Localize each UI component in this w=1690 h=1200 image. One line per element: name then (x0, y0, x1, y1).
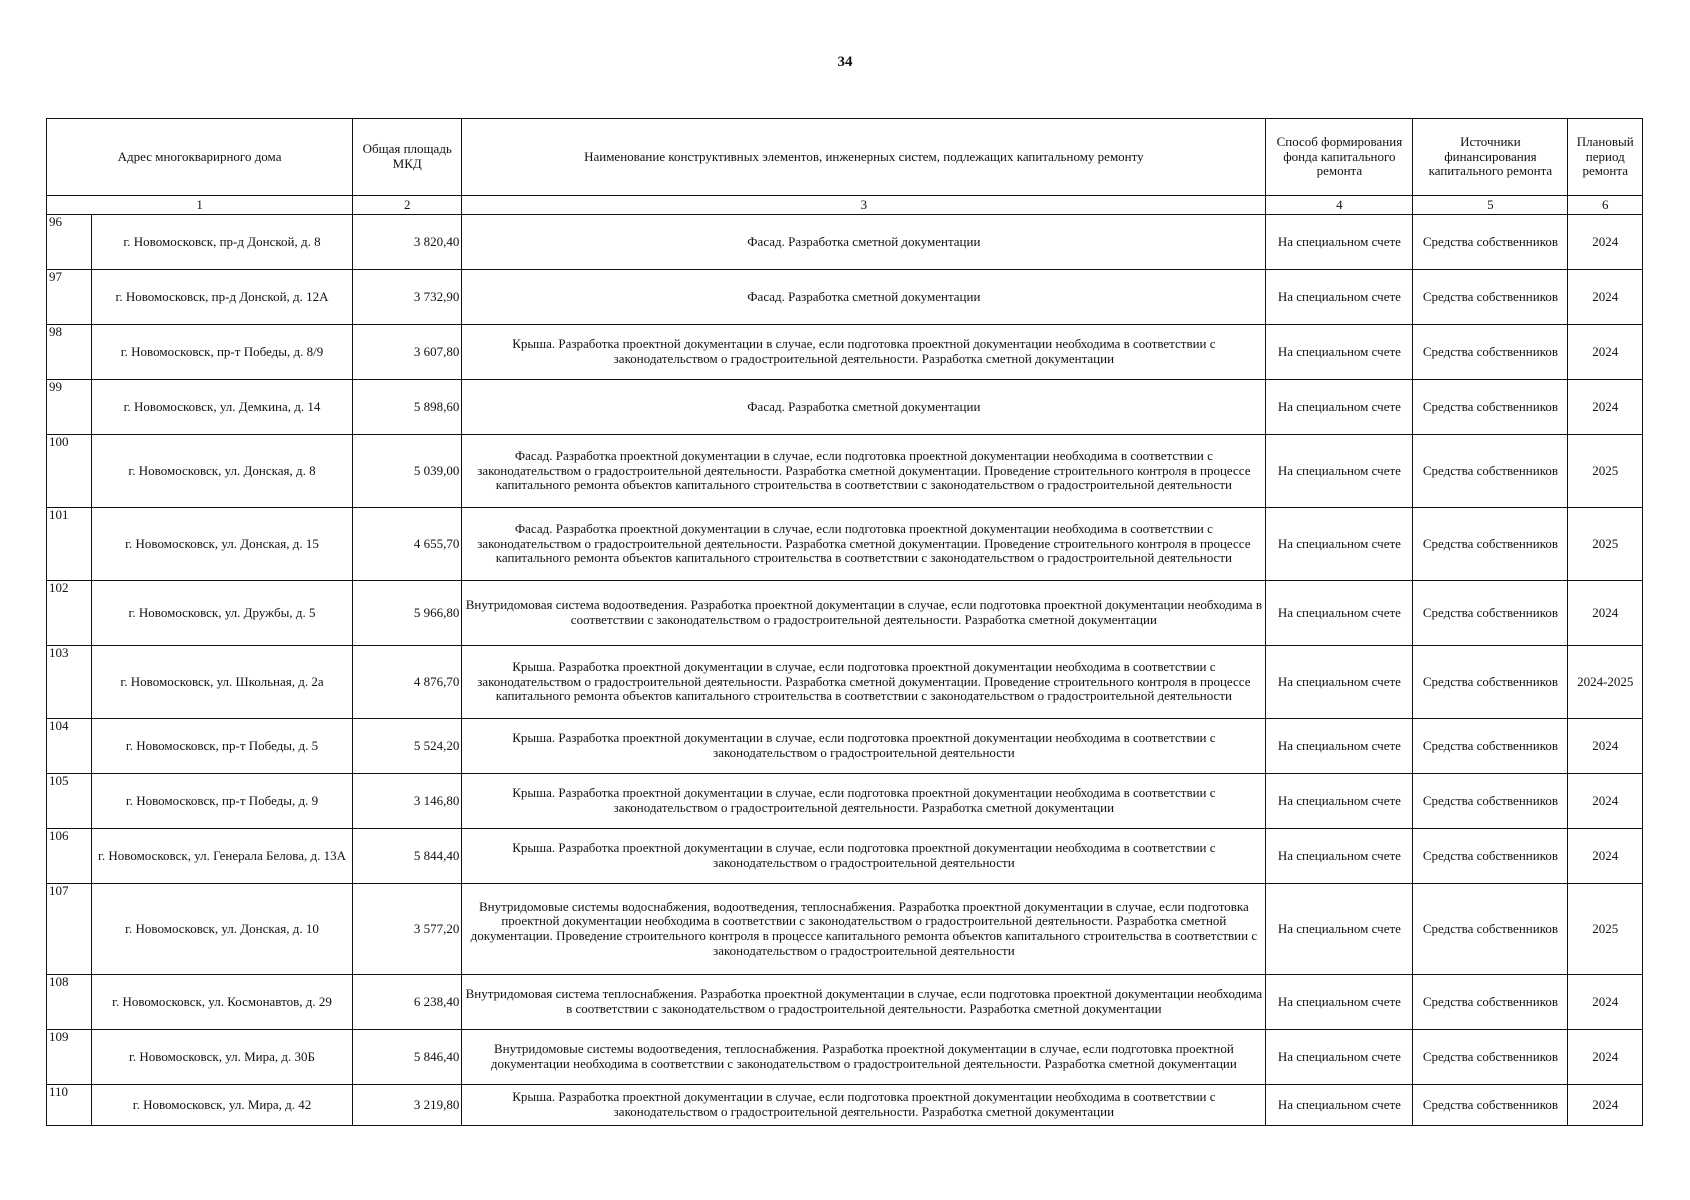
column-number: 3 (462, 196, 1266, 215)
row-source: Средства собственников (1413, 508, 1568, 581)
row-number: 102 (47, 581, 92, 646)
row-works: Внутридомовые системы водоснабжения, водоотведения, теплоснабжения. Разработка проектной документации в случае, если подготовка проектной документации необходима в соответствии с законодательством о градостроительной деятельности. Разработка сметной документации. Проведение строительного контроля в процессе капитального ремонта объектов капитального строительства в соответствии с законодательством о градостроительной деятельности (462, 884, 1266, 975)
header-works: Наименование конструктивных элементов, инженерных систем, подлежащих капитальному ремонту (462, 119, 1266, 196)
table-row (47, 884, 1643, 975)
row-period: 2024 (1568, 829, 1643, 884)
row-period: 2024 (1568, 270, 1643, 325)
row-works: Крыша. Разработка проектной документации в случае, если подготовка проектной документации необходима в соответствии с законодательством о градостроительной деятельности. Разработка сметной документации (462, 1085, 1266, 1126)
header-period: Плановый период ремонта (1568, 119, 1643, 196)
row-number: 101 (47, 508, 92, 581)
row-works: Крыша. Разработка проектной документации в случае, если подготовка проектной документации необходима в соответствии с законодательством о градостроительной деятельности (462, 719, 1266, 774)
row-works: Внутридомовые системы водоотведения, теплоснабжения. Разработка проектной документации в случае, если подготовка проектной документации необходима в соответствии с законодательством о градостроительной деятельности. Разработка сметной документации (462, 1030, 1266, 1085)
column-number: 4 (1266, 196, 1413, 215)
row-area: 5 039,00 (353, 435, 462, 508)
row-works: Крыша. Разработка проектной документации в случае, если подготовка проектной документации необходима в соответствии с законодательством о градостроительной деятельности. Разработка сметной документации. Проведение строительного контроля в процессе капитального ремонта объектов капитального строительства в соответствии с законодательством о градостроительной деятельности (462, 646, 1266, 719)
table-row (47, 325, 1643, 380)
column-number-row (47, 196, 1643, 215)
row-method: На специальном счете (1266, 325, 1413, 380)
page-number: 34 (837, 54, 853, 70)
row-method: На специальном счете (1266, 581, 1413, 646)
row-period: 2024 (1568, 325, 1643, 380)
table-row (47, 270, 1643, 325)
row-address: г. Новомосковск, ул. Космонавтов, д. 29 (91, 975, 352, 1030)
row-works: Внутридомовая система водоотведения. Разработка проектной документации в случае, если подготовка проектной документации необходима в соответствии с законодательством о градостроительной деятельности. Разработка сметной документации (462, 581, 1266, 646)
table-row (47, 581, 1643, 646)
row-works: Фасад. Разработка сметной документации (462, 215, 1266, 270)
row-number: 99 (47, 380, 92, 435)
row-source: Средства собственников (1413, 435, 1568, 508)
row-number: 104 (47, 719, 92, 774)
row-method: На специальном счете (1266, 270, 1413, 325)
row-source: Средства собственников (1413, 581, 1568, 646)
row-works: Крыша. Разработка проектной документации в случае, если подготовка проектной документации необходима в соответствии с законодательством о градостроительной деятельности. Разработка сметной документации (462, 325, 1266, 380)
row-period: 2025 (1568, 884, 1643, 975)
header-address: Адрес многокварирного дома (47, 119, 353, 196)
row-method: На специальном счете (1266, 829, 1413, 884)
row-works: Фасад. Разработка сметной документации (462, 380, 1266, 435)
row-method: На специальном счете (1266, 646, 1413, 719)
row-source: Средства собственников (1413, 215, 1568, 270)
row-area: 5 524,20 (353, 719, 462, 774)
row-address: г. Новомосковск, ул. Школьная, д. 2а (91, 646, 352, 719)
row-works: Фасад. Разработка проектной документации в случае, если подготовка проектной документации необходима в соответствии с законодательством о градостроительной деятельности. Разработка сметной документации. Проведение строительного контроля в процессе капитального ремонта объектов капитального строительства в соответствии с законодательством о градостроительной деятельности (462, 508, 1266, 581)
row-source: Средства собственников (1413, 774, 1568, 829)
table-row (47, 1030, 1643, 1085)
table-row (47, 1085, 1643, 1126)
row-number: 97 (47, 270, 92, 325)
row-source: Средства собственников (1413, 646, 1568, 719)
row-works: Крыша. Разработка проектной документации в случае, если подготовка проектной документации необходима в соответствии с законодательством о градостроительной деятельности. Разработка сметной документации (462, 774, 1266, 829)
row-source: Средства собственников (1413, 1085, 1568, 1126)
row-method: На специальном счете (1266, 975, 1413, 1030)
row-source: Средства собственников (1413, 829, 1568, 884)
row-number: 107 (47, 884, 92, 975)
row-address: г. Новомосковск, ул. Мира, д. 30Б (91, 1030, 352, 1085)
repair-plan-table (46, 118, 1643, 1126)
column-number: 2 (353, 196, 462, 215)
row-source: Средства собственников (1413, 270, 1568, 325)
table-row (47, 508, 1643, 581)
row-number: 110 (47, 1085, 92, 1126)
row-method: На специальном счете (1266, 1085, 1413, 1126)
row-address: г. Новомосковск, пр-т Победы, д. 9 (91, 774, 352, 829)
table-body (47, 215, 1643, 1126)
row-number: 105 (47, 774, 92, 829)
row-source: Средства собственников (1413, 325, 1568, 380)
table-row (47, 774, 1643, 829)
row-area: 5 898,60 (353, 380, 462, 435)
row-period: 2024-2025 (1568, 646, 1643, 719)
header-row (47, 119, 1643, 196)
header-source: Источники финансирования капитального ремонта (1413, 119, 1568, 196)
row-number: 98 (47, 325, 92, 380)
row-number: 108 (47, 975, 92, 1030)
row-address: г. Новомосковск, ул. Донская, д. 8 (91, 435, 352, 508)
row-period: 2024 (1568, 380, 1643, 435)
row-source: Средства собственников (1413, 380, 1568, 435)
table-row (47, 215, 1643, 270)
row-source: Средства собственников (1413, 1030, 1568, 1085)
row-method: На специальном счете (1266, 884, 1413, 975)
table-row (47, 380, 1643, 435)
row-address: г. Новомосковск, пр-т Победы, д. 5 (91, 719, 352, 774)
row-address: г. Новомосковск, пр-т Победы, д. 8/9 (91, 325, 352, 380)
table-row (47, 975, 1643, 1030)
row-address: г. Новомосковск, ул. Донская, д. 10 (91, 884, 352, 975)
column-number: 5 (1413, 196, 1568, 215)
row-works: Фасад. Разработка сметной документации (462, 270, 1266, 325)
row-address: г. Новомосковск, ул. Демкина, д. 14 (91, 380, 352, 435)
row-period: 2024 (1568, 975, 1643, 1030)
table-row (47, 435, 1643, 508)
row-area: 3 820,40 (353, 215, 462, 270)
row-period: 2024 (1568, 719, 1643, 774)
row-area: 5 844,40 (353, 829, 462, 884)
row-address: г. Новомосковск, ул. Генерала Белова, д. 13А (91, 829, 352, 884)
row-method: На специальном счете (1266, 508, 1413, 581)
row-address: г. Новомосковск, ул. Мира, д. 42 (91, 1085, 352, 1126)
row-source: Средства собственников (1413, 884, 1568, 975)
row-number: 109 (47, 1030, 92, 1085)
row-area: 3 607,80 (353, 325, 462, 380)
row-area: 3 146,80 (353, 774, 462, 829)
row-area: 4 876,70 (353, 646, 462, 719)
row-number: 96 (47, 215, 92, 270)
row-area: 5 966,80 (353, 581, 462, 646)
row-source: Средства собственников (1413, 719, 1568, 774)
row-method: На специальном счете (1266, 215, 1413, 270)
row-number: 100 (47, 435, 92, 508)
row-period: 2024 (1568, 774, 1643, 829)
table-row (47, 719, 1643, 774)
row-period: 2024 (1568, 1085, 1643, 1126)
row-address: г. Новомосковск, пр-д Донской, д. 12А (91, 270, 352, 325)
column-number: 6 (1568, 196, 1643, 215)
row-works: Внутридомовая система теплоснабжения. Разработка проектной документации в случае, если подготовка проектной документации необходима в соответствии с законодательством о градостроительной деятельности. Разработка сметной документации (462, 975, 1266, 1030)
row-area: 3 577,20 (353, 884, 462, 975)
row-method: На специальном счете (1266, 774, 1413, 829)
row-period: 2024 (1568, 215, 1643, 270)
row-area: 5 846,40 (353, 1030, 462, 1085)
row-area: 4 655,70 (353, 508, 462, 581)
header-area: Общая площадь МКД (353, 119, 462, 196)
row-address: г. Новомосковск, ул. Дружбы, д. 5 (91, 581, 352, 646)
row-method: На специальном счете (1266, 719, 1413, 774)
row-address: г. Новомосковск, пр-д Донской, д. 8 (91, 215, 352, 270)
row-works: Крыша. Разработка проектной документации в случае, если подготовка проектной документации необходима в соответствии с законодательством о градостроительной деятельности (462, 829, 1266, 884)
row-area: 3 732,90 (353, 270, 462, 325)
header-method: Способ формирования фонда капитального ремонта (1266, 119, 1413, 196)
row-area: 3 219,80 (353, 1085, 462, 1126)
row-number: 106 (47, 829, 92, 884)
table-row (47, 646, 1643, 719)
row-period: 2025 (1568, 508, 1643, 581)
column-number: 1 (47, 196, 353, 215)
row-method: На специальном счете (1266, 380, 1413, 435)
row-period: 2024 (1568, 1030, 1643, 1085)
row-period: 2024 (1568, 581, 1643, 646)
table-row (47, 829, 1643, 884)
row-method: На специальном счете (1266, 1030, 1413, 1085)
row-method: На специальном счете (1266, 435, 1413, 508)
row-period: 2025 (1568, 435, 1643, 508)
row-source: Средства собственников (1413, 975, 1568, 1030)
row-address: г. Новомосковск, ул. Донская, д. 15 (91, 508, 352, 581)
row-works: Фасад. Разработка проектной документации в случае, если подготовка проектной документации необходима в соответствии с законодательством о градостроительной деятельности. Разработка сметной документации. Проведение строительного контроля в процессе капитального ремонта объектов капитального строительства в соответствии с законодательством о градостроительной деятельности (462, 435, 1266, 508)
row-area: 6 238,40 (353, 975, 462, 1030)
row-number: 103 (47, 646, 92, 719)
